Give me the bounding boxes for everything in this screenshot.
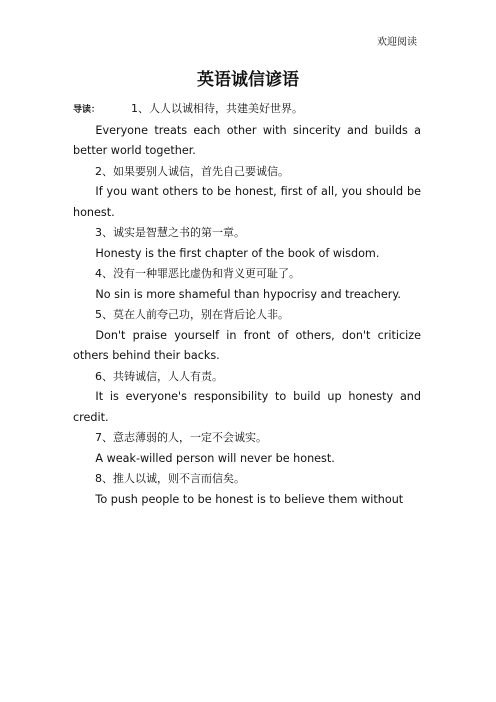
entry-5-en: Don't praise yourself in front of others, don't criticize others behind their backs. — [73, 328, 421, 362]
entry-4-zh: 4、没有一种罪恶比虚伪和背义更可耻了。 — [95, 267, 300, 280]
entry-1-en: Everyone treats each other with sincerity and builds a better world together. — [73, 123, 421, 157]
entry-6-en: It is everyone's responsibility to build up honesty and credit. — [73, 390, 421, 424]
entry-6-zh: 6、共铸诚信，人人有责。 — [95, 369, 223, 383]
entry-5-zh: 5、莫在人前夸己功，别在背后论人非。 — [95, 308, 289, 321]
lead-label: 导读： — [73, 105, 101, 115]
entry-2-en: If you want others to be honest, first of all, you should be honest. — [73, 185, 421, 219]
entry-3-zh: 3、诚实是智慧之书的第一章。 — [95, 226, 245, 239]
entry-7-zh: 7、意志薄弱的人，一定不会诚实。 — [95, 431, 267, 444]
entry-7-en: A weak-willed person will never be honest. — [95, 451, 335, 465]
entry-1-zh — [73, 98, 421, 121]
entry-8-zh: 8、推人以诚，则不言而信矣。 — [95, 472, 245, 485]
entry-8-en: To push people to be honest is to believe them without — [95, 492, 404, 506]
entry-text-zh: 1、人人以诚相待，共建美好世界。 — [131, 102, 303, 115]
document-body — [73, 98, 421, 510]
document-title: 英语诚信谚语 — [197, 70, 299, 90]
header-note: 欢迎阅读 — [377, 37, 417, 48]
entry-4-en: No sin is more shameful than hypocrisy and treachery. — [95, 287, 401, 301]
entry-2-zh: 2、如果要别人诚信，首先自己要诚信。 — [95, 164, 289, 178]
entry-3-en: Honesty is the first chapter of the book of wisdom. — [95, 246, 380, 260]
